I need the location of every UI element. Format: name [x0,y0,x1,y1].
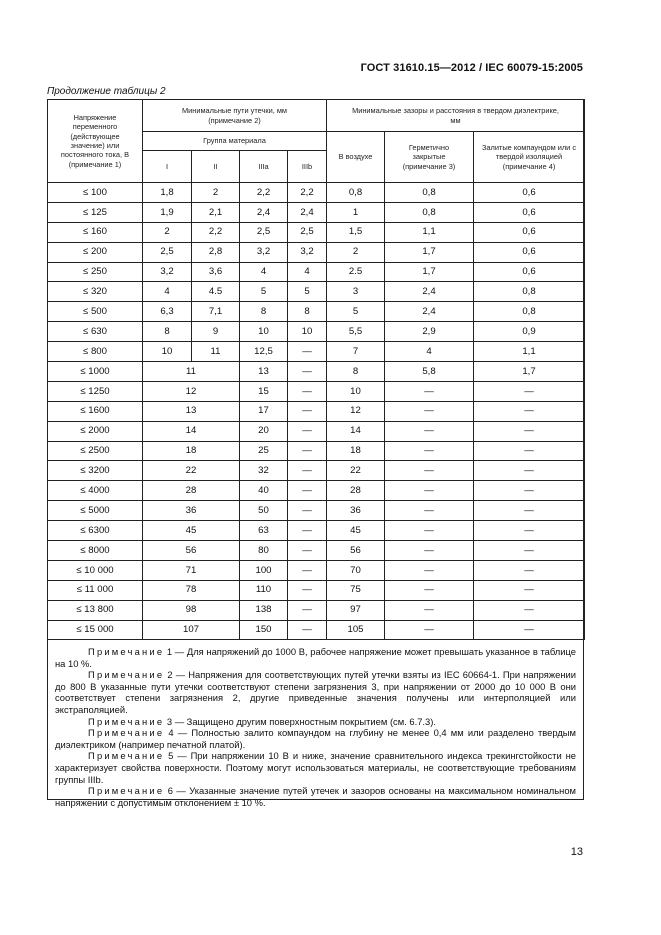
note-lead: Примечание [88,750,165,762]
air-cell: 8 [327,362,385,382]
group-iiib-cell: — [288,461,327,481]
group-iiia-cell: 3,2 [240,242,288,262]
potted-cell: — [474,600,585,620]
potted-cell: — [474,441,585,461]
group-iiia-cell: 15 [240,381,288,401]
table-row [48,620,585,640]
group-i-cell: 6,3 [143,302,192,322]
sealed-cell: — [385,461,474,481]
table-row [48,421,585,441]
air-cell: 10 [327,381,385,401]
voltage-cell: ≤ 13 800 [48,600,143,620]
group-i-ii-cell: 14 [143,421,240,441]
group-iiia-cell: 63 [240,521,288,541]
header-voltage: Напряжение переменного (действующее значение) или постоянного тока, В (примечание 1) [48,100,143,183]
potted-cell: — [474,560,585,580]
standard-designation: ГОСТ 31610.15—2012 / IEC 60079-15:2005 [360,62,583,74]
sealed-cell: 2,4 [385,282,474,302]
header-group-i: I [143,151,192,183]
table-row [48,282,585,302]
sealed-cell: — [385,481,474,501]
voltage-cell: ≤ 500 [48,302,143,322]
group-iiia-cell: 110 [240,580,288,600]
spacing-table [47,99,585,640]
air-cell: 105 [327,620,385,640]
note-lead: Примечание [88,669,165,681]
group-iiib-cell: — [288,342,327,362]
group-iiia-cell: 4 [240,262,288,282]
group-iiia-cell: 50 [240,501,288,521]
table-row [48,362,585,382]
voltage-cell: ≤ 100 [48,183,143,203]
potted-cell: — [474,620,585,640]
air-cell: 70 [327,560,385,580]
potted-cell: 0,8 [474,302,585,322]
table-row [48,580,585,600]
voltage-cell: ≤ 3200 [48,461,143,481]
page-number: 13 [570,846,583,858]
air-cell: 5,5 [327,322,385,342]
note-lead: Примечание [88,715,165,727]
potted-cell: — [474,481,585,501]
group-iiib-cell: — [288,600,327,620]
group-iiia-cell: 8 [240,302,288,322]
group-ii-cell: 2,1 [192,202,240,222]
voltage-cell: ≤ 2000 [48,421,143,441]
table-row [48,262,585,282]
header-group-iiib: IIIb [288,151,327,183]
voltage-cell: ≤ 1000 [48,362,143,382]
sealed-cell: — [385,521,474,541]
sealed-cell: 1,1 [385,222,474,242]
group-iiib-cell: — [288,381,327,401]
group-iiia-cell: 12,5 [240,342,288,362]
group-i-cell: 10 [143,342,192,362]
group-i-ii-cell: 107 [143,620,240,640]
air-cell: 56 [327,541,385,561]
header-sealed: Герметично закрытые (примечание 3) [385,132,474,183]
potted-cell: 0,9 [474,322,585,342]
air-cell: 97 [327,600,385,620]
air-cell: 28 [327,481,385,501]
table-row [48,521,585,541]
voltage-cell: ≤ 800 [48,342,143,362]
air-cell: 1,5 [327,222,385,242]
group-iiib-cell: — [288,541,327,561]
group-iiia-cell: 100 [240,560,288,580]
sealed-cell: — [385,401,474,421]
sealed-cell: 1,7 [385,242,474,262]
group-iiib-cell: 8 [288,302,327,322]
table-row [48,322,585,342]
group-iiib-cell: 10 [288,322,327,342]
potted-cell: 0,8 [474,282,585,302]
sealed-cell: — [385,501,474,521]
note-text: 2 — Напряжения для соответствующих путей утечки взяты из IEC 60664-1. При напряжении до 800 В указанные пути утечки соответствуют степени загрязнения 3, при напряжении от 2000 до 10 000 В они соответствует степени загрязнения 2, другие приведенные значения получены или интерполяцией или экстраполяцией. [55,669,576,715]
voltage-cell: ≤ 10 000 [48,560,143,580]
group-i-ii-cell: 22 [143,461,240,481]
group-iiia-cell: 2,5 [240,222,288,242]
air-cell: 36 [327,501,385,521]
table-row [48,501,585,521]
voltage-cell: ≤ 160 [48,222,143,242]
group-i-cell: 4 [143,282,192,302]
group-iiib-cell: 2,2 [288,183,327,203]
potted-cell: — [474,381,585,401]
group-i-ii-cell: 78 [143,580,240,600]
voltage-cell: ≤ 320 [48,282,143,302]
air-cell: 14 [327,421,385,441]
group-iiib-cell: — [288,441,327,461]
group-iiia-cell: 80 [240,541,288,561]
sealed-cell: 4 [385,342,474,362]
potted-cell: — [474,401,585,421]
group-iiia-cell: 32 [240,461,288,481]
group-i-ii-cell: 12 [143,381,240,401]
group-iiib-cell: — [288,501,327,521]
note-paragraph [55,646,576,669]
potted-cell: — [474,461,585,481]
potted-cell: 0,6 [474,202,585,222]
table-row [48,202,585,222]
voltage-cell: ≤ 1600 [48,401,143,421]
voltage-cell: ≤ 1250 [48,381,143,401]
voltage-cell: ≤ 2500 [48,441,143,461]
air-cell: 2 [327,242,385,262]
group-iiia-cell: 40 [240,481,288,501]
table-row [48,481,585,501]
group-iiia-cell: 138 [240,600,288,620]
header-clearance: Минимальные зазоры и расстояния в твердом диэлектрике, мм [327,100,585,132]
sealed-cell: — [385,620,474,640]
potted-cell: — [474,580,585,600]
group-iiib-cell: — [288,560,327,580]
group-iiib-cell: — [288,421,327,441]
air-cell: 3 [327,282,385,302]
group-iiib-cell: 2,4 [288,202,327,222]
voltage-cell: ≤ 630 [48,322,143,342]
sealed-cell: — [385,541,474,561]
group-iiia-cell: 13 [240,362,288,382]
note-lead: Примечание [88,727,165,739]
voltage-cell: ≤ 8000 [48,541,143,561]
group-ii-cell: 2,2 [192,222,240,242]
sealed-cell: — [385,421,474,441]
group-i-ii-cell: 45 [143,521,240,541]
sealed-cell: 0,8 [385,202,474,222]
group-i-cell: 2 [143,222,192,242]
group-i-ii-cell: 36 [143,501,240,521]
group-ii-cell: 2,8 [192,242,240,262]
potted-cell: — [474,501,585,521]
voltage-cell: ≤ 11 000 [48,580,143,600]
air-cell: 22 [327,461,385,481]
group-iiib-cell: — [288,401,327,421]
voltage-cell: ≤ 125 [48,202,143,222]
group-i-ii-cell: 28 [143,481,240,501]
group-i-ii-cell: 98 [143,600,240,620]
potted-cell: 0,6 [474,222,585,242]
potted-cell: 0,6 [474,183,585,203]
notes-block [55,646,576,808]
header-group-iiia: IIIa [240,151,288,183]
group-iiia-cell: 20 [240,421,288,441]
group-iiib-cell: 2,5 [288,222,327,242]
air-cell: 12 [327,401,385,421]
table-continuation-caption: Продолжение таблицы 2 [47,86,166,97]
table-row [48,342,585,362]
voltage-cell: ≤ 200 [48,242,143,262]
air-cell: 75 [327,580,385,600]
note-paragraph [55,750,576,785]
header-group-ii: II [192,151,240,183]
table-row [48,461,585,481]
group-i-ii-cell: 56 [143,541,240,561]
sealed-cell: 2,4 [385,302,474,322]
group-i-cell: 1,8 [143,183,192,203]
group-iiib-cell: — [288,362,327,382]
air-cell: 5 [327,302,385,322]
group-i-cell: 1,9 [143,202,192,222]
group-i-cell: 8 [143,322,192,342]
sealed-cell: 1,7 [385,262,474,282]
group-i-cell: 2,5 [143,242,192,262]
potted-cell: 1,1 [474,342,585,362]
potted-cell: 0,6 [474,262,585,282]
sealed-cell: 5,8 [385,362,474,382]
header-material-group: Группа материала [143,132,327,151]
table-row [48,242,585,262]
table-row [48,560,585,580]
note-text: 5 — При напряжении 10 В и ниже, значение сравнительного индекса трекингстойкости не характеризует свойства поверхности. Поэтому могут использоваться материалы, не соответствующие требованиям группы IIIb. [55,750,576,785]
note-paragraph [55,785,576,808]
group-iiib-cell: 3,2 [288,242,327,262]
potted-cell: 0,6 [474,242,585,262]
potted-cell: — [474,541,585,561]
group-i-cell: 3,2 [143,262,192,282]
group-ii-cell: 9 [192,322,240,342]
note-lead: Примечание [88,646,165,657]
header-air: В воздухе [327,132,385,183]
voltage-cell: ≤ 5000 [48,501,143,521]
table-body [48,183,585,640]
table-row [48,600,585,620]
group-ii-cell: 3,6 [192,262,240,282]
group-iiib-cell: 5 [288,282,327,302]
group-iiia-cell: 2,4 [240,202,288,222]
group-ii-cell: 4.5 [192,282,240,302]
note-text: 1 — Для напряжений до 1000 В, рабочее напряжение может превышать указанное в таблице на 10 %. [55,646,576,669]
note-lead: Примечание [88,785,165,797]
table-row [48,541,585,561]
voltage-cell: ≤ 4000 [48,481,143,501]
air-cell: 18 [327,441,385,461]
sealed-cell: 2,9 [385,322,474,342]
air-cell: 0,8 [327,183,385,203]
sealed-cell: — [385,580,474,600]
sealed-cell: — [385,560,474,580]
note-text: 4 — Полностью залито компаундом на глубину не менее 0,4 мм или разделено твердым диэлектриком (например печатной платой). [55,727,576,750]
group-iiia-cell: 17 [240,401,288,421]
group-i-ii-cell: 13 [143,401,240,421]
group-ii-cell: 2 [192,183,240,203]
air-cell: 2.5 [327,262,385,282]
note-paragraph [55,727,576,750]
note-text: 6 — Указанные значение путей утечек и зазоров основаны на максимальном номинальном напряжении с допустимым отклонением ± 10 %. [55,785,576,808]
table-row [48,222,585,242]
table-row [48,183,585,203]
sealed-cell: — [385,381,474,401]
air-cell: 7 [327,342,385,362]
group-iiib-cell: 4 [288,262,327,282]
group-iiia-cell: 150 [240,620,288,640]
group-ii-cell: 11 [192,342,240,362]
group-i-ii-cell: 71 [143,560,240,580]
group-ii-cell: 7,1 [192,302,240,322]
group-i-ii-cell: 11 [143,362,240,382]
group-iiia-cell: 5 [240,282,288,302]
group-iiib-cell: — [288,620,327,640]
voltage-cell: ≤ 250 [48,262,143,282]
note-paragraph [55,669,576,715]
group-iiib-cell: — [288,580,327,600]
group-iiib-cell: — [288,521,327,541]
header-potted: Залитые компаундом или с твердой изоляцией (примечание 4) [474,132,585,183]
note-paragraph [55,716,576,728]
table-row [48,302,585,322]
sealed-cell: — [385,600,474,620]
sealed-cell: — [385,441,474,461]
potted-cell: — [474,521,585,541]
note-text: 3 — Защищено другим поверхностным покрытием (см. 6.7.3). [164,715,436,727]
table-row [48,381,585,401]
group-i-ii-cell: 18 [143,441,240,461]
sealed-cell: 0,8 [385,183,474,203]
table-row [48,401,585,421]
group-iiia-cell: 2,2 [240,183,288,203]
air-cell: 1 [327,202,385,222]
voltage-cell: ≤ 15 000 [48,620,143,640]
header-creepage: Минимальные пути утечки, мм (примечание 2) [143,100,327,132]
table-row [48,441,585,461]
group-iiia-cell: 25 [240,441,288,461]
voltage-cell: ≤ 6300 [48,521,143,541]
group-iiib-cell: — [288,481,327,501]
group-iiia-cell: 10 [240,322,288,342]
air-cell: 45 [327,521,385,541]
potted-cell: — [474,421,585,441]
potted-cell: 1,7 [474,362,585,382]
